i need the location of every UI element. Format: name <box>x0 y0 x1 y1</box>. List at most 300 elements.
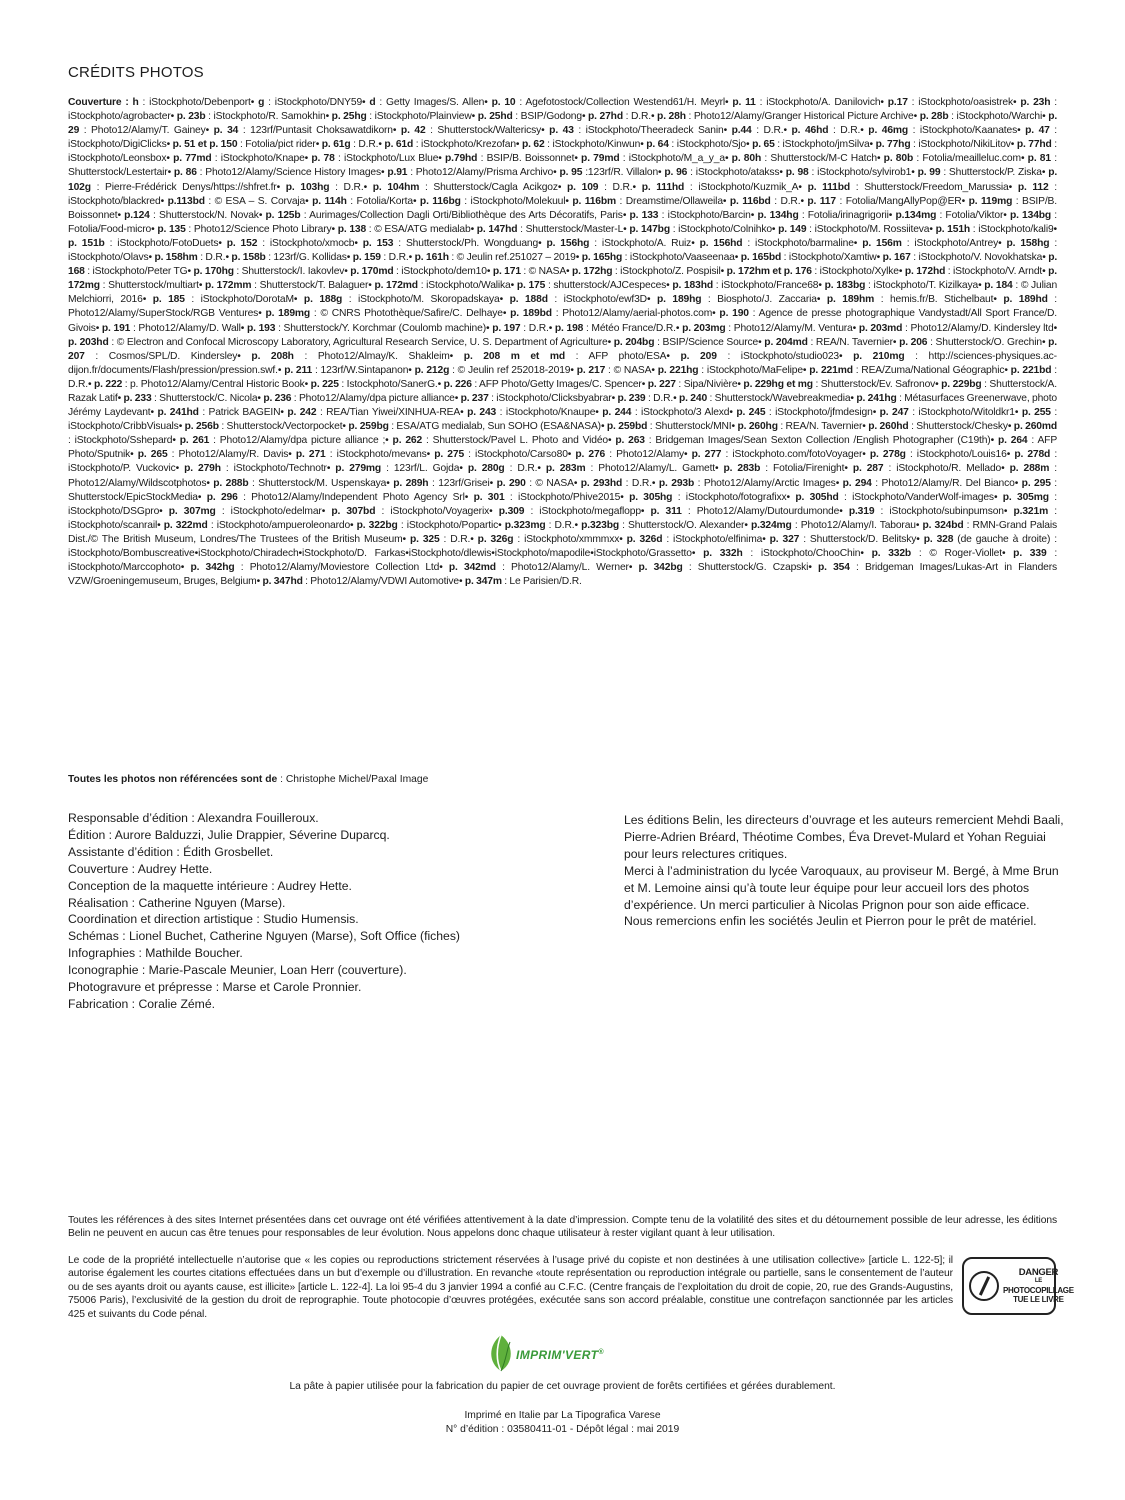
credit-page-ref: p. 64 <box>643 139 669 151</box>
credit-source: : ESA/ATG medialab, Sun SOHO (ESA&NASA) <box>388 421 601 433</box>
credit-separator: • <box>581 111 586 123</box>
credit-separator: • <box>408 364 412 376</box>
credit-separator: • <box>608 435 612 447</box>
credit-separator: • <box>326 463 331 475</box>
credit-entry <box>390 478 490 489</box>
credit-source: : Photo12/Alamy/aerial-photos.com <box>551 308 713 320</box>
credit-entry <box>611 337 758 348</box>
credit-entry <box>335 224 471 235</box>
credit-source: : Photo12/Alamy <box>605 449 685 461</box>
credit-page-ref: p. 324bd <box>919 519 964 531</box>
credit-source: : Shutterstock/C. Nicola <box>151 392 258 404</box>
credit-source: : Photo12/Alamy/Independent Photo Agency Srl <box>237 491 465 503</box>
credit-source: : Photo12/Almay/K. Shakleim <box>293 350 450 362</box>
credit-page-ref: p. 80b <box>880 153 914 165</box>
credit-entry <box>209 125 393 136</box>
credit-entry <box>121 393 257 404</box>
credit-entry <box>598 407 733 419</box>
credit-source: : D.R. <box>545 519 575 531</box>
credit-page-ref: p. 197 <box>489 322 521 334</box>
credit-source: : Photo12/Alamy/D. Wall <box>130 322 241 334</box>
credit-source: : © ESA – S. Corvaja <box>204 195 306 207</box>
staff-line: Fabrication : Coralie Zémé. <box>68 996 215 1011</box>
credit-entry <box>210 478 386 489</box>
credit-separator: • <box>402 533 407 545</box>
credit-entry <box>396 125 541 136</box>
credit-source: : D.R. <box>828 125 861 137</box>
credit-page-ref: p. 259bg <box>345 421 389 433</box>
credit-entry <box>557 167 658 178</box>
credit-separator: • <box>844 463 848 475</box>
credit-entry <box>346 421 601 432</box>
credit-source: : iStockphoto/DigiClicks <box>68 125 1058 151</box>
credit-separator: • <box>489 477 494 489</box>
credit-separator: • <box>1042 252 1046 264</box>
credit-entry <box>644 139 746 150</box>
credit-entry <box>735 421 862 432</box>
credit-source: : iStockphoto/V. Arndt <box>945 266 1043 278</box>
credit-page-ref: p. 189hm <box>820 294 875 306</box>
credit-source: : BSIP/Science Source <box>654 336 759 348</box>
credit-page-ref: p. 262 <box>388 435 423 447</box>
credit-source: : iStockphoto/Voyagerix <box>375 505 490 517</box>
credit-separator: • <box>167 167 172 179</box>
credit-entry <box>873 139 1011 150</box>
credit-source: : hemis.fr/B. Stichelbaut <box>874 294 994 306</box>
credit-source: : iStockphoto/Carso80 <box>464 449 568 461</box>
credit-page-ref: p. 184 <box>981 280 1013 292</box>
credit-page-ref: p. 279h <box>179 463 221 475</box>
credit-separator: • <box>640 139 644 151</box>
credit-separator: • <box>818 280 822 292</box>
credit-entry <box>933 224 1054 235</box>
credit-source: : Photo12/Alamy/Granger Historical Picture Archive <box>685 111 914 123</box>
credit-page-ref: p. 354 <box>811 562 850 574</box>
credit-page-ref: p. 280g <box>462 463 505 475</box>
credit-page-ref: p. 221md <box>806 364 853 376</box>
credit-entry <box>669 280 822 292</box>
credit-source: : Shutterstock/Wavebreakmedia <box>707 392 851 404</box>
credit-entry <box>594 548 692 559</box>
credit-page-ref: p. 189mg <box>261 308 311 320</box>
credit-source: : iStockphoto/M. Rossiiteva <box>806 223 930 235</box>
credit-separator: • <box>786 491 791 503</box>
credit-source: : Cosmos/SPL/D. Kindersley <box>84 350 238 362</box>
credit-entry <box>848 463 1001 474</box>
credit-entry <box>880 252 1042 263</box>
credit-page-ref: p. 276 <box>571 449 606 461</box>
credit-source: : © ESA/ATG medialab <box>366 223 471 235</box>
credit-source: : iStockphoto/VanderWolf-images <box>838 491 994 503</box>
danger-line1: DANGER <box>1018 1267 1059 1278</box>
credit-source: : BSIP/B. Boissonnet <box>68 195 1057 221</box>
credit-entry <box>726 196 800 207</box>
credit-page-ref: p. 116bd <box>726 195 771 207</box>
credit-separator: • <box>675 322 680 334</box>
credit-separator: • <box>515 139 520 151</box>
credit-separator: • <box>913 111 918 123</box>
credit-source: : Photo12/Alamy/L. Gamett <box>585 463 716 475</box>
credit-page-ref: p. 283m <box>540 463 586 475</box>
credit-entry <box>453 351 666 362</box>
credit-page-ref: p. 152 <box>221 237 258 249</box>
staff-line: Infographies : Mathilde Boucher. <box>68 946 243 961</box>
credit-entry <box>645 379 737 390</box>
credit-entry <box>281 365 408 376</box>
credit-separator: • <box>779 167 783 179</box>
credit-separator: • <box>744 519 748 531</box>
credit-source: : iStockphoto/Xylke <box>811 266 899 278</box>
credit-entry <box>695 238 854 249</box>
printer-line: Imprimé en Italie par La Tipografica Varese <box>464 1410 661 1421</box>
credit-page-ref: p.44 <box>727 125 752 137</box>
credit-separator: • <box>860 548 864 559</box>
credit-source: : iStockphoto/R. Samokhin <box>205 111 326 123</box>
credit-entry <box>201 492 464 503</box>
unreferenced-label: Toutes les photos non référencées sont de <box>68 774 278 785</box>
credit-page-ref: p. 61g <box>319 139 351 151</box>
credit-entry <box>495 548 590 559</box>
credit-source: : D.R. <box>598 181 633 193</box>
credit-entry <box>365 97 488 108</box>
credit-entry <box>503 294 647 305</box>
credit-source: : Shutterstock/M. Uspenskaya <box>248 477 387 489</box>
credit-entry <box>790 492 994 503</box>
credit-source: : AFP Photo/Sputnik <box>68 435 1058 461</box>
credit-source: : Photo12/Alamy/L. Werner <box>495 562 629 574</box>
credit-separator: • <box>437 378 442 390</box>
credit-source: : iStockphoto/edelmar <box>215 505 322 517</box>
credit-separator: • <box>565 195 569 207</box>
staff-line: Iconographie : Marie-Pascale Meunier, Loan Herr (couverture). <box>68 963 407 978</box>
credit-entry <box>738 252 876 263</box>
credit-separator: • <box>1014 407 1019 419</box>
credit-source: : iStockphoto/Olavs <box>68 237 1058 264</box>
credit-source: : iStockphoto/kali9 <box>970 223 1054 235</box>
credit-page-ref: p. 25hg <box>329 111 367 123</box>
credit-separator: • <box>860 125 864 137</box>
credit-page-ref: p. 260hg <box>735 421 778 433</box>
credit-entry <box>68 97 251 108</box>
credit-separator: • <box>325 111 330 123</box>
danger-line4: TUE LE LIVRE <box>1013 1295 1064 1304</box>
credit-separator: • <box>607 336 612 348</box>
credit-page-ref: p. 11 <box>728 97 756 108</box>
credit-entry <box>443 562 629 573</box>
credit-source: : Dreamstime/Ollaweila <box>616 195 723 207</box>
credit-page-ref: p. 289h <box>389 477 429 489</box>
credit-page-ref: p. 78 <box>308 153 335 165</box>
credit-source: : © NASA <box>605 364 652 376</box>
credit-entry <box>749 139 869 150</box>
credit-page-ref: p. 172hd <box>902 266 946 278</box>
credit-entry <box>463 407 599 419</box>
credit-source: : Météo France/D.R. <box>583 322 676 334</box>
credit-entry <box>468 492 620 503</box>
credit-source: : iStockphoto/Vaaseenaa <box>622 252 735 264</box>
credit-source: : iStockphoto/Sjo <box>668 139 747 151</box>
credit-page-ref: p. 206 <box>896 336 928 348</box>
credit-page-ref: p. 156m <box>857 237 902 249</box>
credit-page-ref: p. 172mm <box>202 280 252 292</box>
credit-source: : Shutterstock/O. Grechin <box>927 336 1042 348</box>
credit-page-ref: p. 86 <box>171 167 197 179</box>
credit-separator: • <box>746 139 750 151</box>
credit-source: : iStockphoto/Leonsbox <box>68 139 1057 165</box>
credit-entry <box>416 196 565 207</box>
credit-separator: • <box>1001 548 1006 559</box>
credit-page-ref: p. 203hd <box>68 336 109 348</box>
credit-page-ref: p. 158b <box>228 252 266 264</box>
credit-separator: • <box>157 519 161 531</box>
credit-page-ref: p. 167 <box>880 252 911 264</box>
credit-page-ref: p. 255 <box>1018 407 1051 419</box>
credit-separator: • <box>225 252 229 264</box>
credit-page-ref: p. 277 <box>687 449 722 461</box>
credit-separator: • <box>666 350 670 362</box>
credit-separator: • <box>619 533 623 545</box>
credit-source: : iStockphoto.com/fotoVoyager <box>721 449 863 461</box>
credit-separator: • <box>1008 181 1013 193</box>
credit-page-ref: d <box>365 97 376 108</box>
credit-entry <box>741 379 935 390</box>
credit-entry <box>695 548 860 559</box>
credit-entry <box>244 323 486 334</box>
credit-source: : 123rf/Puntasit Choksawatdikorn <box>238 125 393 137</box>
credit-source: : iStockphoto/Kaanates <box>908 125 1018 137</box>
credit-page-ref: p. 245 <box>732 407 766 419</box>
credit-source: : Photo12/Alamy/Moviestore Collection Ltd <box>234 562 440 574</box>
credit-source: : iStockphoto/agrobacter <box>68 97 1057 123</box>
credit-entry <box>843 506 1004 517</box>
credit-entry <box>864 548 1002 559</box>
credit-source: : D.R. <box>622 477 652 489</box>
credit-source: : iStockphoto/M_a_y_a <box>619 153 725 165</box>
credit-source: : p. Photo12/Alamy/Central Historic Book <box>122 378 305 390</box>
credit-source: iStockphoto/D. Farkas <box>302 548 406 559</box>
credit-source: : Shutterstock/Pavel L. Photo and Vidéo <box>422 435 608 447</box>
credit-source: : Shutterstock/P. Ziska <box>940 167 1042 179</box>
credit-source: : Le Parisien/D.R. <box>501 576 582 588</box>
credit-source: : Shutterstock/O. Alexander <box>619 519 745 531</box>
credit-source: : iStockphoto/3 Alexd <box>631 407 730 419</box>
credit-page-ref: p. 188d <box>503 294 548 306</box>
credit-separator: • <box>783 125 787 137</box>
credit-entry <box>353 519 502 531</box>
credit-source: : iStockphoto/A. Danilovich <box>755 97 881 108</box>
credit-source: : Photo12/Alamy/R. Del Bianco <box>871 477 1015 489</box>
credit-separator: • <box>691 548 696 559</box>
credit-source: : Bridgeman Images/Lukas-Art in Flanders VZW/Groeningemuseum, Bruges, Belgium <box>68 562 1057 588</box>
credit-page-ref: p. 81 <box>1024 153 1051 165</box>
credit-entry <box>475 111 582 122</box>
credit-separator: • <box>178 421 183 433</box>
credit-page-ref: p. 79md <box>577 153 620 165</box>
credit-entry <box>155 224 332 235</box>
credit-separator: • <box>180 562 185 574</box>
credit-entry <box>68 337 608 348</box>
credit-page-ref: p. 43 <box>544 125 574 137</box>
credit-source: iStockphoto/Grassetto <box>593 548 692 559</box>
credit-source: : iStockphoto/R. Mellado <box>883 463 1002 475</box>
credit-entry <box>473 533 623 545</box>
credit-source: : iStockphoto/NikiLitov <box>910 139 1011 151</box>
credit-separator: • <box>459 463 463 475</box>
credit-source: : iStockphoto/P. Vuckovic <box>68 449 1058 475</box>
credit-entry <box>624 492 787 503</box>
credit-page-ref: p. 265 <box>133 449 168 461</box>
credit-source: : Photo12/Alamy/Science History Images <box>196 167 382 179</box>
credit-page-ref: p. 203mg <box>679 322 726 334</box>
credit-page-ref: p. 46hd <box>786 125 829 137</box>
credit-entry <box>727 125 783 136</box>
credit-source: : iStockphoto/sylvirob1 <box>808 167 912 179</box>
credit-separator: • <box>484 97 488 108</box>
credit-entry <box>441 379 642 390</box>
credit-page-ref: p. 165bd <box>738 252 782 264</box>
credit-source: : Patrick BAGEIN <box>198 407 281 419</box>
credit-page-ref: p. 134bg <box>1006 209 1052 221</box>
credit-entry <box>822 280 978 291</box>
credit-page-ref: p. 116bg <box>416 195 461 207</box>
credit-entry <box>804 196 962 207</box>
credit-page-ref: p. 293b <box>655 477 695 489</box>
credit-entry <box>570 266 721 277</box>
credit-entry <box>161 520 350 531</box>
credit-entry <box>241 351 450 362</box>
credit-source: : Shutterstock/Vectorpocket <box>218 421 343 433</box>
credit-entry <box>170 139 316 150</box>
credit-entry <box>221 237 358 249</box>
staff-line: Couverture : Audrey Hette. <box>68 861 213 876</box>
credit-source: : Shutterstock/Waltericsy <box>425 125 542 137</box>
credit-separator: • <box>734 252 739 264</box>
credit-entry <box>506 308 712 319</box>
credit-entry <box>382 139 516 150</box>
credit-page-ref: p. 211 <box>281 364 313 376</box>
credit-separator: • <box>449 350 454 362</box>
credit-source: : REA/Zuma/National Géographic <box>852 364 1005 376</box>
credit-source: : iStockphoto/jfmdesign <box>765 407 873 419</box>
credit-separator: • <box>1041 167 1046 179</box>
credit-separator: • <box>175 463 180 475</box>
credit-source: : iStockphoto/Peter TG <box>84 266 188 278</box>
credit-page-ref: p. 117 <box>803 195 836 207</box>
credit-source: : REA/Tian Yiwei/XINHUA-REA <box>316 407 461 419</box>
credit-page-ref: p. 77hd <box>1014 139 1052 151</box>
credit-source: : iStockphoto/Theeradeck Sanin <box>573 125 724 137</box>
credit-entry <box>406 534 470 545</box>
credit-page-ref: p. 322bg <box>353 519 398 531</box>
credit-separator: • <box>160 195 165 207</box>
staff-line: Conception de la maquette intérieure : Audrey Hette. <box>68 878 352 893</box>
credit-page-ref: p. 244 <box>598 407 632 419</box>
credit-separator: • <box>872 407 877 419</box>
credit-source: : iStockphoto/ewf3D <box>547 294 647 306</box>
unreferenced-value: : Christophe Michel/Paxal Image <box>277 774 429 785</box>
credit-source: : © Jeulin ref 252018-2019 <box>449 364 571 376</box>
credit-source: : iStockphoto/mevans <box>325 449 427 461</box>
credit-source: : REA/N. Tavernier <box>807 336 893 348</box>
credit-page-ref: p. 51 et p. 150 <box>170 139 238 151</box>
credit-source: : D.R. <box>520 322 549 334</box>
credit-source: : Aurimages/Collection Dagli Orti/Bibliothèque des Arts Décoratifs, Paris <box>300 209 623 221</box>
credit-separator: • <box>166 153 170 165</box>
credit-page-ref: p. 301 <box>468 491 505 503</box>
credit-entry <box>330 463 459 474</box>
credit-source: : Photo12/Alamy/SuperStock/RGB Ventures <box>68 294 1058 320</box>
credit-separator: • <box>595 407 599 419</box>
credit-source: : iStockphoto/DNY59 <box>264 97 363 108</box>
credit-page-ref: g <box>254 97 265 108</box>
credit-source: : Photo12/Alamy/Prisma Archivo <box>407 167 554 179</box>
staff-line: Responsable d’édition : Alexandra Fouilleroux. <box>68 811 319 825</box>
credit-page-ref: p. 189hg <box>650 294 702 306</box>
credit-source: : Shutterstock/A. Razak Latif <box>68 378 1057 404</box>
credit-page-ref: p. 229hg et mg <box>740 378 813 390</box>
credit-source: : iStockphoto/atakss <box>687 167 780 179</box>
imprimvert-label-text: IMPRIM'VERT <box>516 1348 599 1362</box>
credit-entry <box>728 97 884 108</box>
credit-page-ref: p. 342hg <box>184 562 235 574</box>
credit-entry <box>654 111 913 122</box>
credit-entry <box>176 435 385 446</box>
credit-separator: • <box>911 167 915 179</box>
credit-entry <box>329 111 472 122</box>
credit-source: : © NASA <box>520 266 567 278</box>
credit-source: : iStockphoto/jmSilva <box>774 139 870 151</box>
credit-entry <box>171 167 381 178</box>
credit-separator: • <box>651 477 656 489</box>
credit-page-ref: p. 159 <box>350 252 381 264</box>
credit-separator: • <box>1020 153 1025 165</box>
credit-page-ref: p. 239 <box>615 392 646 404</box>
credit-entry <box>489 323 548 334</box>
credit-source: : iStockphoto/Clicksbyabrar <box>488 392 612 404</box>
credit-separator: • <box>802 364 807 376</box>
credit-entry <box>308 379 438 390</box>
credit-page-ref: p. 326g <box>473 533 514 545</box>
credit-source: : Shutterstock/Chesky <box>908 421 1008 433</box>
credit-entry <box>578 153 725 164</box>
credit-page-ref: p. 138 <box>335 223 367 235</box>
credit-source: : iStockphoto/Technotr <box>220 463 327 475</box>
copyright-notice: Le code de la propriété intellectuelle n’autorise que « les copies ou reproductions strictement réservées à l’usage privé du copiste et non destinées à une utilisation collective» [article L. 122-5]; il autorise également les courtes citations effectuées dans un but d’exemple ou d’illustration. En revanche «toute représentation ou reproduction intégrale ou partielle, sans le consentement de l’auteur ou de ses ayants droit ou ayants cause, est illicite» [article L. 122-4]. La loi 95-4 du 3 janvier 1994 a confié au C.F.C. (Centre français de l’exploitation du droit de copie, 20, rue des Grands-Augustins, 75006 Paris), l’exclusivité de la gestion du droit de reprographie. Toute photocopie d’œuvres protégées, exécutée sans son accord préalable, constitue une contrefaçon sanctionnée par les articles 425 et suivants du Code pénal. <box>68 1255 953 1320</box>
credit-source: iStockphoto/dlewis <box>408 548 492 559</box>
credit-entry <box>806 365 1004 376</box>
credit-separator: • <box>715 463 719 475</box>
credit-separator: • <box>557 181 562 193</box>
credit-separator: • <box>485 322 490 334</box>
credit-page-ref: p. 158hg <box>1001 237 1050 249</box>
credit-separator: • <box>344 266 348 278</box>
credit-page-ref: p. 25hd <box>475 111 513 123</box>
credit-page-ref: p. 172mg <box>68 266 1057 292</box>
credit-page-ref: p. 134hg <box>754 209 799 221</box>
credit-separator: • <box>378 139 382 151</box>
credit-source: : D.R. <box>622 111 651 123</box>
credit-source: : Shutterstock/Master-L <box>517 223 624 235</box>
credit-separator: • <box>640 505 645 517</box>
credit-source: : 123rf/Grisei <box>428 477 490 489</box>
credit-page-ref: p. 217 <box>573 364 606 376</box>
credit-entry <box>856 323 1053 334</box>
credit-source: : D.R. <box>751 125 784 137</box>
credit-separator: • <box>869 139 874 151</box>
credit-separator: • <box>1001 463 1005 475</box>
credit-source: : 123rf/L. Gojda <box>381 463 460 475</box>
credit-page-ref: p. 311 <box>644 505 682 517</box>
